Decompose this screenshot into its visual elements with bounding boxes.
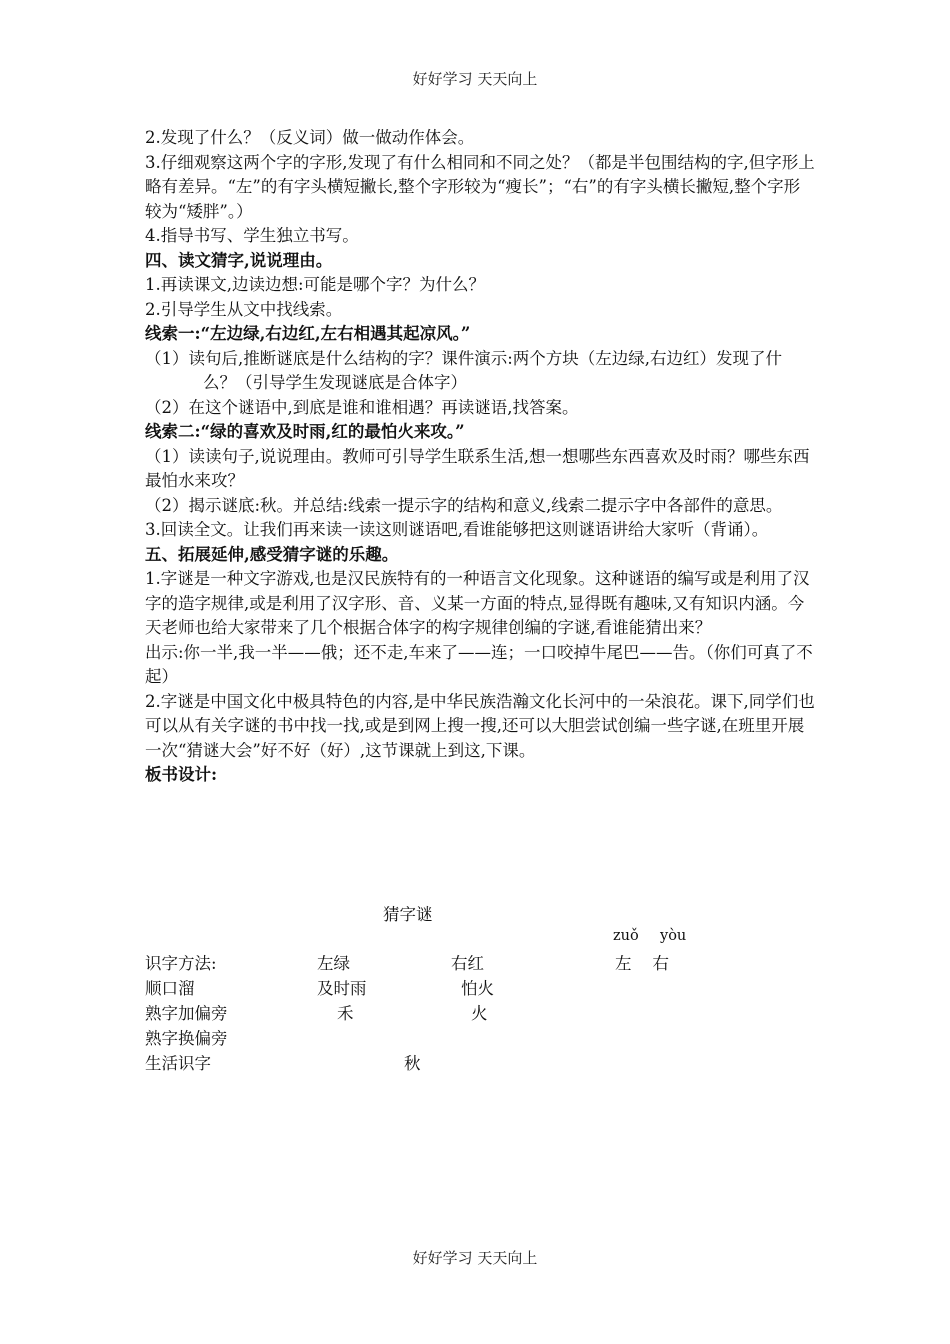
board-cell: 禾	[337, 1004, 354, 1023]
section-heading: 五、拓展延伸,感受猜字谜的乐趣。	[145, 544, 399, 564]
document-body	[145, 126, 815, 788]
paragraph: 4.指导书写、学生独立书写。	[145, 226, 359, 245]
page-footer: 好好学习 天天向上	[412, 1249, 538, 1267]
paragraph: 3.仔细观察这两个字的字形,发现了有什么相同和不同之处？（都是半包围结构的字,但字形上略有差异。“左”的有字头横短撇长,整个字形较为“瘦长”；“右”的有字头横长撇短,整个字形较为“矮胖”。）	[145, 152, 815, 221]
clue-heading: 线索二:“绿的喜欢及时雨,红的最怕火来攻。”	[145, 422, 465, 441]
board-cell: 秋	[404, 1054, 421, 1073]
board-row-label: 生活识字	[145, 1054, 211, 1073]
page-header: 好好学习 天天向上	[412, 70, 538, 88]
paragraph: 1.字谜是一种文字游戏,也是汉民族特有的一种语言文化现象。这种谜语的编写或是利用了汉字的造字规律,或是利用了汉字形、音、义某一方面的特点,显得既有趣味,又有知识内涵。今天老师也给大家带来了几个根据合体字的构字规律创编的字谜,看谁能猜出来？	[145, 569, 810, 637]
board-cell: 左 右	[615, 954, 669, 973]
board-cell: 怕火	[461, 979, 494, 998]
board-cell: 火	[471, 1004, 488, 1023]
section-heading: 四、读文猜字,说说理由。	[145, 250, 333, 270]
board-row-label: 熟字加偏旁	[145, 1004, 228, 1023]
paragraph: 3.回读全文。让我们再来读一读这则谜语吧,看谁能够把这则谜语讲给大家听（背诵）。	[145, 520, 769, 539]
pinyin-you: yòu	[660, 928, 687, 944]
board-cell: 左绿	[317, 954, 350, 973]
paragraph: 1.再读课文,边读边想:可能是哪个字？为什么？	[145, 275, 486, 294]
paragraph: （1）读读句子,说说理由。教师可引导学生联系生活,想一想哪些东西喜欢及时雨？哪些东西最怕水来攻？	[145, 446, 810, 490]
paragraph: （1）读句后,推断谜底是什么结构的字？课件演示:两个方块（左边绿,右边红）发现了什么？（引导学生发现谜底是合体字）	[145, 348, 783, 392]
paragraph: 2.引导学生从文中找线索。	[145, 299, 343, 319]
paragraph: 2.发现了什么？（反义词）做一做动作体会。	[145, 128, 475, 147]
board-cell: 及时雨	[317, 979, 367, 998]
board-title: 猜字谜	[383, 905, 433, 924]
paragraph: 2.字谜是中国文化中极具特色的内容,是中华民族浩瀚文化长河中的一朵浪花。课下,同学们也可以从有关字谜的书中找一找,或是到网上搜一搜,还可以大胆尝试创编一些字谜,在班里开展一次“猜谜大会”好不好（好）,这节课就上到这,下课。	[145, 691, 815, 760]
paragraph: 出示:你一半,我一半——俄；还不走,车来了——连；一口咬掉牛尾巴——告。（你们可真了不起）	[145, 642, 813, 686]
board-cell: 右红	[451, 954, 484, 973]
board-row-label: 顺口溜	[145, 979, 195, 998]
paragraph: （2）在这个谜语中,到底是谁和谁相遇？再读谜语,找答案。	[145, 397, 579, 417]
clue-heading: 线索一:“左边绿,右边红,左右相遇其起凉风。”	[145, 324, 471, 343]
paragraph: （2）揭示谜底:秋。并总结:线索一提示字的结构和意义,线索二提示字中各部件的意思。	[145, 495, 783, 515]
pinyin-zuo: zuǒ	[613, 928, 639, 944]
board-row-label: 熟字换偏旁	[145, 1029, 228, 1048]
board-row-label: 识字方法:	[145, 954, 217, 973]
board-design-heading: 板书设计:	[145, 765, 218, 784]
